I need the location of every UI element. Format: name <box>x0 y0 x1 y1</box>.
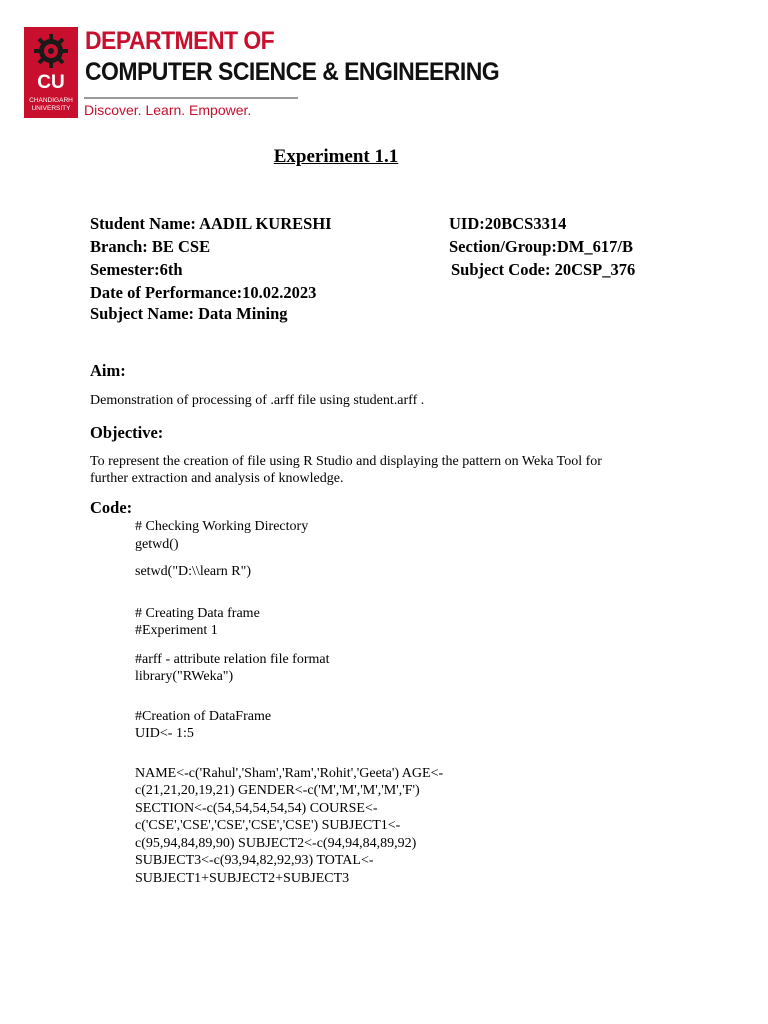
student-branch: Branch: BE CSE <box>90 237 211 256</box>
code-line: c(95,94,84,89,90) SUBJECT2<-c(94,94,84,89,92) <box>135 836 417 851</box>
objective-text-line2: further extraction and analysis of knowledge. <box>90 471 344 486</box>
code-line: UID<- 1:5 <box>135 726 194 741</box>
code-line: # Creating Data frame <box>135 606 260 621</box>
department-title-line1: DEPARTMENT OF <box>85 27 275 55</box>
code-line: setwd("D:\\learn R") <box>135 564 252 579</box>
date-of-performance: Date of Performance:10.02.2023 <box>90 283 317 302</box>
code-line: # Checking Working Directory <box>135 519 309 534</box>
student-section: Section/Group:DM_617/B <box>449 237 633 256</box>
code-line: SUBJECT3<-c(93,94,82,92,93) TOTAL<- <box>135 853 374 868</box>
code-heading: Code: <box>90 498 133 517</box>
code-line: #Creation of DataFrame <box>135 709 272 724</box>
code-line: #Experiment 1 <box>135 623 218 638</box>
subject-name: Subject Name: Data Mining <box>90 304 288 323</box>
code-line: SECTION<-c(54,54,54,54,54) COURSE<- <box>135 801 378 816</box>
student-uid: UID:20BCS3314 <box>449 214 567 233</box>
experiment-title: Experiment 1.1 <box>273 146 399 167</box>
gear-emblem-icon <box>32 32 70 70</box>
code-line: c(21,21,20,19,21) GENDER<-c('M','M','M','M','F') <box>135 783 420 798</box>
code-line: c('CSE','CSE','CSE','CSE','CSE') SUBJECT1<- <box>135 818 401 833</box>
subject-code: Subject Code: 20CSP_376 <box>451 260 636 279</box>
objective-text-line1: To represent the creation of file using R Studio and displaying the pattern on Weka Tool for <box>90 454 602 469</box>
department-title-line2: COMPUTER SCIENCE & ENGINEERING <box>85 58 500 86</box>
code-line: NAME<-c('Rahul','Sham','Ram','Rohit','Geeta') AGE<- <box>135 766 444 781</box>
header-divider <box>84 97 298 99</box>
objective-heading: Objective: <box>90 423 164 442</box>
code-line: getwd() <box>135 537 179 552</box>
code-line: library("RWeka") <box>135 669 234 684</box>
logo-university-text: CHANDIGARH UNIVERSITY <box>29 97 73 112</box>
code-line: SUBJECT1+SUBJECT2+SUBJECT3 <box>135 871 350 886</box>
student-name: Student Name: AADIL KURESHI <box>90 214 332 233</box>
code-line: #arff - attribute relation file format <box>135 652 330 667</box>
logo-cu-text: CU <box>37 72 65 93</box>
student-semester: Semester:6th <box>90 260 183 279</box>
university-logo <box>24 27 78 118</box>
tagline: Discover. Learn. Empower. <box>84 102 252 118</box>
aim-heading: Aim: <box>90 361 126 380</box>
aim-text: Demonstration of processing of .arff file using student.arff . <box>90 393 425 408</box>
